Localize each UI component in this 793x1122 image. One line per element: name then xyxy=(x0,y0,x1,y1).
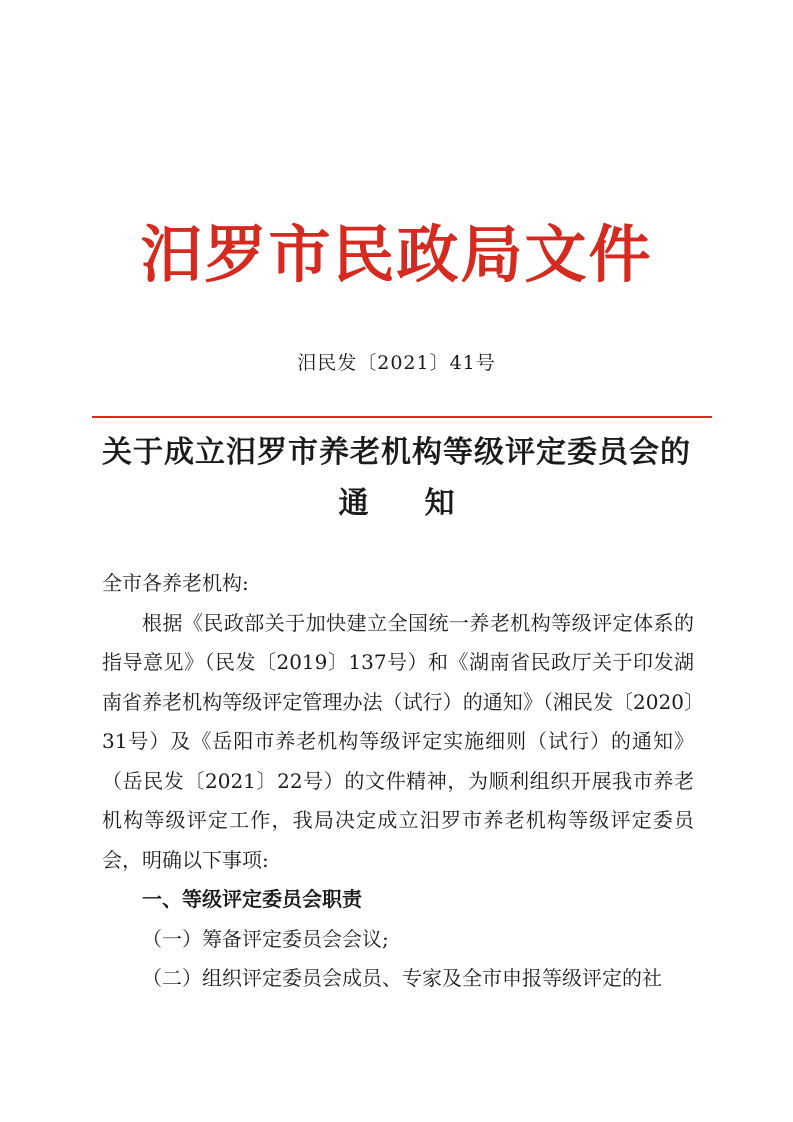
notice-title-char-2: 知 xyxy=(424,486,455,521)
body-paragraph-1: 根据《民政部关于加快建立全国统一养老机构等级评定体系的指导意见》（民发〔2019〕137号）和《湖南省民政厅关于印发湖南省养老机构等级评定管理办法（试行）的通知》（湘民发〔2020〕31号）及《岳阳市养老机构等级评定实施细则（试行）的通知》（岳民发〔2021〕22号）的文件精神，为顺利组织开展我市养老机构等级评定工作，我局决定成立汨罗市养老机构等级评定委员会，明确以下事项: xyxy=(102,610,694,872)
salutation: 全市各养老机构: xyxy=(102,571,249,595)
notice-title-line2 xyxy=(0,478,793,522)
list-item-1: （一）筹备评定委员会会议; xyxy=(142,926,389,951)
agency-header-title: 汨罗市民政局文件 xyxy=(140,218,653,291)
red-divider-line xyxy=(92,416,712,418)
document-number: 汨民发〔2021〕41号 xyxy=(297,352,496,374)
notice-title-char-1: 通 xyxy=(338,486,369,521)
document-body xyxy=(102,564,694,999)
notice-title-line1: 关于成立汨罗市养老机构等级评定委员会的 xyxy=(102,435,691,470)
section-heading-1: 一、等级评定委员会职责 xyxy=(142,887,362,911)
list-item-2: （二）组织评定委员会成员、专家及全市申报等级评定的社 xyxy=(142,966,662,990)
